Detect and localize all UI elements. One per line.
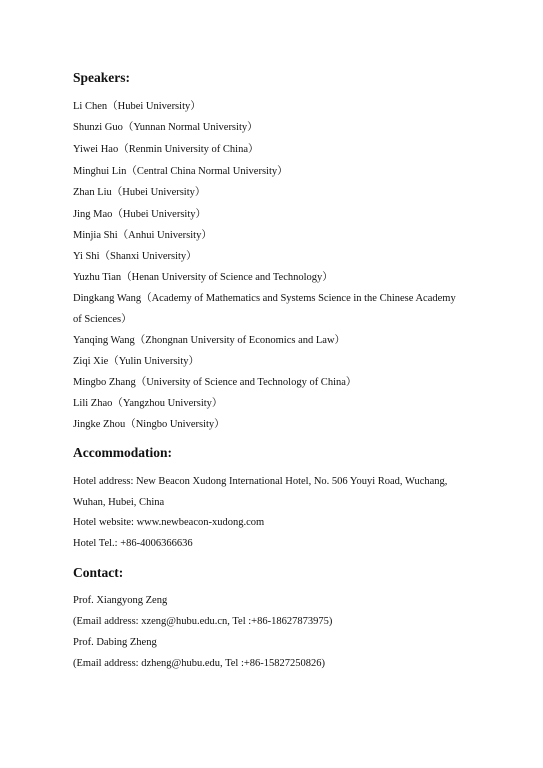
hotel-address-line: Wuhan, Hubei, China bbox=[73, 497, 165, 508]
speaker-item: Minghui Lin（Central China Normal University） bbox=[73, 166, 288, 177]
speaker-item: Li Chen（Hubei University） bbox=[73, 101, 201, 112]
speaker-item: Zhan Liu（Hubei University） bbox=[73, 187, 206, 198]
speaker-item: Yiwei Hao（Renmin University of China） bbox=[73, 144, 259, 155]
speaker-item: Dingkang Wang（Academy of Mathematics and Systems Science in the Chinese Academy bbox=[73, 293, 456, 304]
speaker-item: Jing Mao（Hubei University） bbox=[73, 209, 206, 220]
contact-heading: Contact: bbox=[73, 565, 124, 580]
speaker-item: Lili Zhao（Yangzhou University） bbox=[73, 398, 223, 409]
hotel-website: Hotel website: www.newbeacon-xudong.com bbox=[73, 517, 265, 528]
contact-name: Prof. Xiangyong Zeng bbox=[73, 595, 168, 606]
accommodation-heading: Accommodation: bbox=[73, 445, 172, 460]
speaker-item: of Sciences） bbox=[73, 314, 132, 325]
speaker-item: Jingke Zhou（Ningbo University） bbox=[73, 419, 225, 430]
contact-details: (Email address: xzeng@hubu.edu.cn, Tel :+86-18627873975) bbox=[73, 616, 333, 627]
speaker-item: Minjia Shi（Anhui University） bbox=[73, 230, 212, 241]
speaker-item: Mingbo Zhang（University of Science and Technology of China） bbox=[73, 377, 357, 388]
speaker-item: Yuzhu Tian（Henan University of Science and Technology） bbox=[73, 272, 333, 283]
contact-details: (Email address: dzheng@hubu.edu, Tel :+86-15827250826) bbox=[73, 658, 326, 669]
speaker-item: Yanqing Wang（Zhongnan University of Economics and Law） bbox=[73, 335, 346, 346]
speaker-item: Shunzi Guo（Yunnan Normal University） bbox=[73, 122, 258, 133]
speaker-item: Yi Shi（Shanxi University） bbox=[73, 251, 197, 262]
speaker-item: Ziqi Xie（Yulin University） bbox=[73, 356, 199, 367]
hotel-tel: Hotel Tel.: +86-4006366636 bbox=[73, 538, 193, 549]
hotel-address-line: Hotel address: New Beacon Xudong International Hotel, No. 506 Youyi Road, Wuchang, bbox=[73, 476, 448, 487]
contact-name: Prof. Dabing Zheng bbox=[73, 637, 157, 648]
speakers-heading: Speakers: bbox=[73, 70, 130, 85]
